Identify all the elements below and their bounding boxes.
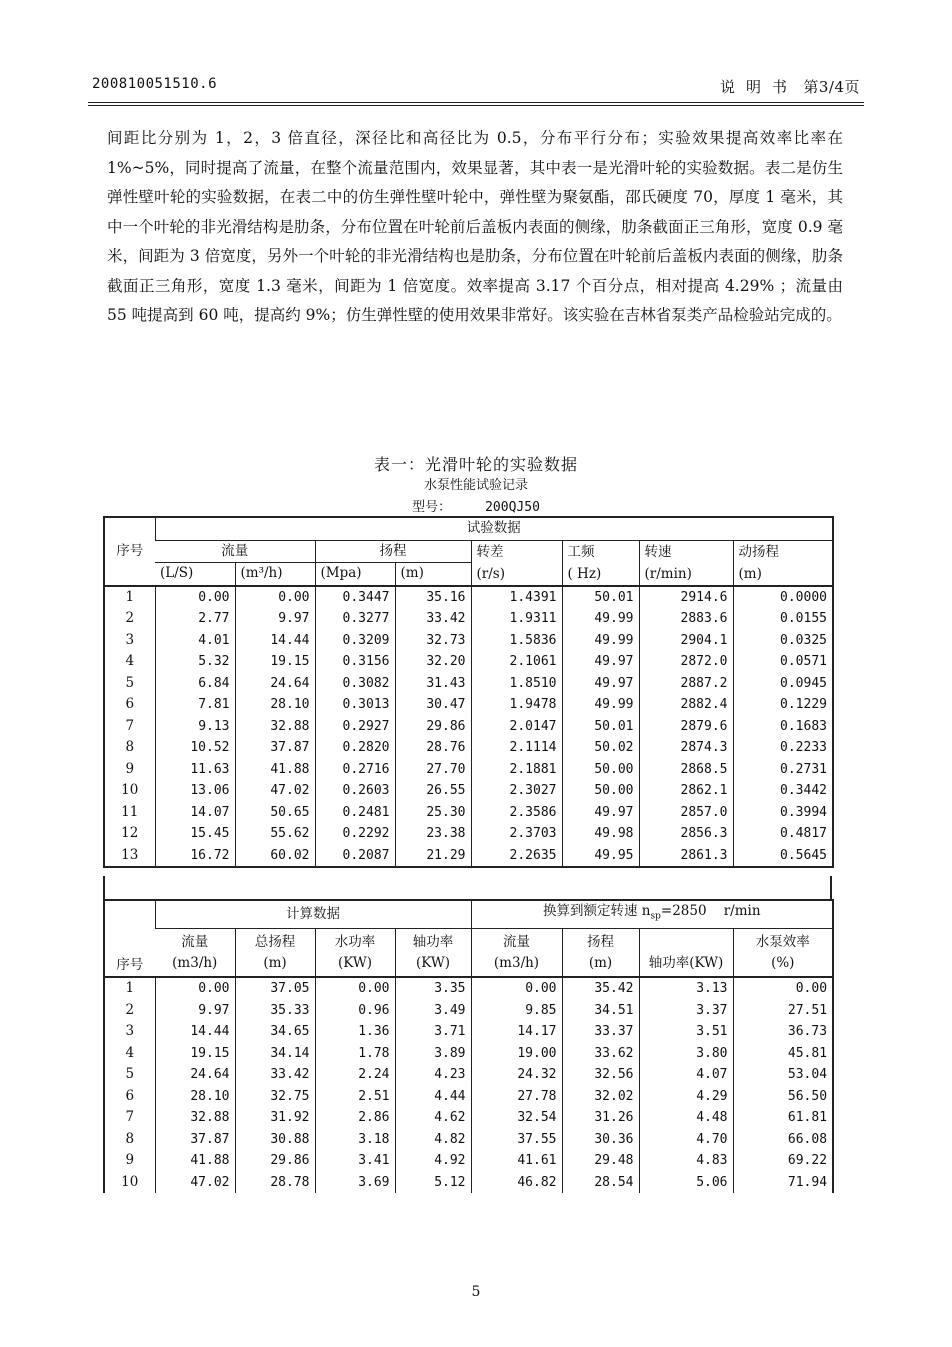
data-cell: 2.2635 (471, 845, 562, 868)
col-header-index-2: 序号 (104, 900, 155, 977)
data-cell: 3.69 (315, 1172, 395, 1194)
data-cell: 41.88 (155, 1150, 235, 1172)
table-row (104, 1043, 833, 1065)
col-header-slip (471, 540, 562, 586)
model-value: 200QJ50 (485, 500, 540, 515)
data-cell: 34.65 (235, 1021, 315, 1043)
data-cell: 0.96 (315, 1000, 395, 1022)
converted-label: 换算到额定转速 n (543, 903, 651, 919)
data-cell: 71.94 (733, 1172, 833, 1194)
data-cell: 2.86 (315, 1107, 395, 1129)
freq-unit: ( Hz) (567, 565, 602, 582)
data-cell: 3.71 (395, 1021, 471, 1043)
data-cell: 2862.1 (639, 780, 733, 802)
data-cell: 0.00 (235, 586, 315, 609)
data-cell: 55.62 (235, 823, 315, 845)
model-label: 型号： (412, 500, 452, 515)
table-row (104, 977, 833, 1000)
data-cell: 49.99 (562, 630, 639, 652)
row-index-cell: 6 (125, 1087, 135, 1104)
col-header-flow-2 (155, 929, 235, 978)
row-index-cell: 2 (125, 1001, 135, 1018)
data-cell: 47.02 (235, 780, 315, 802)
row-index-cell: 5 (125, 1066, 135, 1083)
data-cell: 0.2233 (733, 737, 833, 759)
data-cell: 37.87 (155, 1129, 235, 1151)
row-index-cell: 4 (125, 653, 135, 669)
data-cell: 0.5645 (733, 845, 833, 868)
data-cell: 1.9311 (471, 608, 562, 630)
data-cell: 37.05 (235, 977, 315, 1000)
table-row (104, 1021, 833, 1043)
table-row (104, 1000, 833, 1022)
data-cell: 49.99 (562, 694, 639, 716)
data-cell: 2874.3 (639, 737, 733, 759)
data-cell: 32.56 (562, 1064, 639, 1086)
data-cell: 4.44 (395, 1086, 471, 1108)
data-cell: 0.2731 (733, 759, 833, 781)
data-cell: 46.82 (471, 1172, 562, 1194)
data-cell: 41.88 (235, 759, 315, 781)
data-cell: 10.52 (155, 737, 235, 759)
table-row (104, 845, 833, 868)
row-index-cell: 12 (121, 825, 139, 841)
data-cell: 0.2716 (315, 759, 395, 781)
data-cell: 35.16 (395, 586, 471, 609)
data-cell: 2856.3 (639, 823, 733, 845)
data-cell: 31.26 (562, 1107, 639, 1129)
row-index-cell: 3 (125, 1023, 135, 1040)
row-index-cell: 2 (125, 610, 135, 626)
data-cell: 0.0945 (733, 673, 833, 695)
shaft-power-unit: (KW) (415, 955, 450, 972)
freq-label: 工频 (567, 543, 595, 560)
data-cell: 32.54 (471, 1107, 562, 1129)
data-cell: 28.54 (562, 1172, 639, 1194)
data-cell: 0.3447 (315, 586, 395, 609)
table-row (104, 673, 833, 695)
col-header-shaft-power (395, 929, 471, 978)
row-index-cell: 3 (125, 631, 135, 648)
row-index-cell: 13 (121, 846, 139, 863)
converted-sub: sp (650, 911, 661, 922)
shaft-power-2-label: 轴功率(KW) (648, 955, 724, 972)
table-row (104, 1107, 833, 1129)
data-cell: 27.78 (471, 1086, 562, 1108)
flow-3-label: 流量 (503, 934, 530, 951)
data-cell: 32.73 (395, 630, 471, 652)
data-cell: 24.64 (235, 673, 315, 695)
water-power-label: 水功率 (334, 934, 376, 951)
data-cell: 33.37 (562, 1021, 639, 1043)
table-row (104, 1064, 833, 1086)
data-cell: 29.48 (562, 1150, 639, 1172)
data-cell: 41.61 (471, 1150, 562, 1172)
data-cell: 29.86 (395, 716, 471, 738)
data-cell: 0.3209 (315, 630, 395, 652)
data-cell: 2.0147 (471, 716, 562, 738)
row-index-cell: 9 (125, 760, 135, 777)
data-cell: 27.70 (395, 759, 471, 781)
data-cell: 2.3586 (471, 802, 562, 824)
data-cell: 3.41 (315, 1150, 395, 1172)
col-header-efficiency (733, 929, 833, 978)
table-row (104, 630, 833, 652)
flow-2-unit: (m3/h) (172, 955, 218, 972)
row-index-cell: 7 (125, 1109, 135, 1126)
data-cell: 3.49 (395, 1000, 471, 1022)
data-cell: 50.00 (562, 780, 639, 802)
data-cell: 9.85 (471, 1000, 562, 1022)
data-cell: 4.70 (639, 1129, 733, 1151)
row-index-cell: 6 (125, 696, 135, 712)
data-cell: 29.86 (235, 1150, 315, 1172)
data-cell: 1.36 (315, 1021, 395, 1043)
data-cell: 31.43 (395, 673, 471, 695)
body-paragraph: 间距比分别为 1，2，3 倍直径，深径比和高径比为 0.5，分布平行分布；实验效果提高效率比率在 1%~5%，同时提高了流量，在整个流量范围内，效果显著，其中表一是光滑叶轮的实验数据。表二是仿生弹性壁叶轮的实验数据，在表二中的仿生弹性壁叶轮中，弹性壁为聚氨酯，邵氏硬度 70，厚度 1 毫米，其中一个叶轮的非光滑结构是肋条，分布位置在叶轮前后盖板内表面的侧缘，肋条截面正三角形，宽度 0.9 毫米，间距为 3 倍宽度，另外一个叶轮的非光滑结构也是肋条，分布位置在叶轮前后盖板内表面的侧缘，肋条截面正三角形，宽度 1.3 毫米，间距为 1 倍宽度。效率提高 3.17 个百分点，相对提高 4.29% ；流量由 55 吨提高到 60 吨，提高约 9%；仿生弹性壁的使用效果非常好。该实验在吉林省泵类产品检验站完成的。 (107, 129, 843, 324)
data-cell: 2.3703 (471, 823, 562, 845)
data-cell: 0.4817 (733, 823, 833, 845)
data-cell: 19.00 (471, 1043, 562, 1065)
data-cell: 0.3013 (315, 694, 395, 716)
data-cell: 32.88 (155, 1107, 235, 1129)
data-cell: 50.01 (562, 586, 639, 609)
data-cell: 61.81 (733, 1107, 833, 1129)
table-row (104, 802, 833, 824)
row-index-cell: 8 (125, 739, 135, 755)
head-2-unit: (m) (588, 955, 613, 972)
table-calculated-data-body (104, 977, 833, 1193)
data-cell: 6.84 (155, 673, 235, 695)
group-header-test-data: 试验数据 (155, 517, 833, 540)
page-header-right (720, 76, 860, 97)
data-cell: 66.08 (733, 1129, 833, 1151)
table-row (104, 716, 833, 738)
speed-unit: (r/min) (644, 565, 692, 582)
flow-3-unit: (m3/h) (493, 955, 540, 972)
data-cell: 0.2292 (315, 823, 395, 845)
table-row (104, 1129, 833, 1151)
table-caption: 表一：光滑叶轮的实验数据 (373, 455, 578, 474)
data-cell: 33.42 (395, 608, 471, 630)
data-cell: 28.78 (235, 1172, 315, 1194)
data-cell: 1.5836 (471, 630, 562, 652)
data-cell: 0.00 (155, 586, 235, 609)
table-row (104, 586, 833, 609)
data-cell: 13.06 (155, 780, 235, 802)
data-cell: 2883.6 (639, 608, 733, 630)
data-cell: 0.3994 (733, 802, 833, 824)
data-cell: 24.32 (471, 1064, 562, 1086)
row-index-cell: 8 (125, 1130, 135, 1147)
data-cell: 28.76 (395, 737, 471, 759)
table-test-data-body (104, 586, 833, 868)
data-cell: 9.97 (235, 608, 315, 630)
data-cell: 28.10 (155, 1086, 235, 1108)
table-row (104, 1086, 833, 1108)
data-cell: 2887.2 (639, 673, 733, 695)
data-cell: 45.81 (733, 1043, 833, 1065)
data-cell: 0.0571 (733, 651, 833, 673)
table-row (104, 608, 833, 630)
col-header-shaft-power-2 (639, 929, 733, 978)
data-cell: 1.4391 (471, 586, 562, 609)
row-index-cell: 10 (121, 1173, 139, 1190)
efficiency-unit: (%) (771, 955, 795, 972)
data-cell: 16.72 (155, 845, 235, 868)
data-cell: 36.73 (733, 1021, 833, 1043)
header-rule (88, 102, 864, 103)
data-cell: 3.80 (639, 1043, 733, 1065)
data-cell: 30.88 (235, 1129, 315, 1151)
col-header-speed (639, 540, 733, 586)
data-cell: 4.23 (395, 1064, 471, 1086)
col-header-water-power (315, 929, 395, 978)
data-cell: 3.37 (639, 1000, 733, 1022)
col-header-head: 扬程 (315, 540, 471, 563)
col-header-freq (562, 540, 639, 586)
data-cell: 49.98 (562, 823, 639, 845)
data-cell: 49.97 (562, 673, 639, 695)
data-cell: 0.1229 (733, 694, 833, 716)
data-cell: 7.81 (155, 694, 235, 716)
efficiency-label: 水泵效率 (755, 934, 810, 951)
data-cell: 50.01 (562, 716, 639, 738)
data-cell: 31.92 (235, 1107, 315, 1129)
unit-m3h: (m³/h) (235, 563, 315, 586)
data-cell: 0.2603 (315, 780, 395, 802)
data-cell: 2872.0 (639, 651, 733, 673)
data-cell: 2914.6 (639, 586, 733, 609)
row-index-cell: 11 (121, 803, 139, 820)
row-index-cell: 10 (121, 782, 139, 798)
data-cell: 4.62 (395, 1107, 471, 1129)
data-cell: 0.3156 (315, 651, 395, 673)
dyn-head-label: 动扬程 (738, 543, 779, 560)
data-cell: 0.00 (471, 977, 562, 1000)
data-cell: 2857.0 (639, 802, 733, 824)
data-cell: 50.02 (562, 737, 639, 759)
table-row (104, 737, 833, 759)
data-cell: 2.77 (155, 608, 235, 630)
head-2-label: 扬程 (587, 934, 614, 951)
data-cell: 0.0155 (733, 608, 833, 630)
row-index-cell: 1 (125, 588, 135, 605)
col-header-index: 序号 (104, 517, 155, 586)
row-index-cell: 7 (125, 717, 135, 734)
table-row (104, 651, 833, 673)
dyn-head-unit: (m) (738, 565, 762, 582)
data-cell: 0.1683 (733, 716, 833, 738)
data-cell: 4.29 (639, 1086, 733, 1108)
water-power-unit: (KW) (337, 955, 372, 972)
slip-label: 转差 (476, 543, 504, 560)
data-cell: 37.55 (471, 1129, 562, 1151)
header-page: 第3/4页 (803, 78, 860, 96)
data-cell: 9.97 (155, 1000, 235, 1022)
table-row (104, 759, 833, 781)
col-header-flow: 流量 (155, 540, 315, 563)
total-head-label: 总扬程 (254, 934, 296, 951)
data-cell: 37.87 (235, 737, 315, 759)
table-separator (103, 876, 832, 899)
data-cell: 30.47 (395, 694, 471, 716)
data-cell: 2868.5 (639, 759, 733, 781)
data-cell: 50.65 (235, 802, 315, 824)
data-cell: 4.07 (639, 1064, 733, 1086)
data-cell: 0.3442 (733, 780, 833, 802)
data-cell: 32.02 (562, 1086, 639, 1108)
data-cell: 25.30 (395, 802, 471, 824)
data-cell: 33.62 (562, 1043, 639, 1065)
data-cell: 14.07 (155, 802, 235, 824)
speed-label: 转速 (644, 543, 672, 560)
data-cell: 50.00 (562, 759, 639, 781)
document-number: 200810051510.6 (92, 76, 218, 92)
header-rule-second (88, 105, 864, 106)
data-cell: 11.63 (155, 759, 235, 781)
data-cell: 0.2481 (315, 802, 395, 824)
data-cell: 0.00 (155, 977, 235, 1000)
data-cell: 33.42 (235, 1064, 315, 1086)
data-cell: 2882.4 (639, 694, 733, 716)
row-index-cell: 9 (125, 1152, 135, 1169)
data-cell: 56.50 (733, 1086, 833, 1108)
data-cell: 0.0325 (733, 630, 833, 652)
model-line (0, 496, 952, 515)
data-cell: 2.51 (315, 1086, 395, 1108)
data-cell: 0.2927 (315, 716, 395, 738)
data-cell: 2.3027 (471, 780, 562, 802)
unit-m: (m) (395, 563, 471, 586)
col-header-dyn-head (733, 540, 833, 586)
data-cell: 2.1114 (471, 737, 562, 759)
table-row (104, 823, 833, 845)
data-cell: 2879.6 (639, 716, 733, 738)
row-index-cell: 4 (125, 1044, 135, 1061)
data-cell: 49.95 (562, 845, 639, 868)
data-cell: 2904.1 (639, 630, 733, 652)
data-cell: 3.35 (395, 977, 471, 1000)
data-cell: 32.20 (395, 651, 471, 673)
data-cell: 53.04 (733, 1064, 833, 1086)
table-row (104, 694, 833, 716)
slip-unit: (r/s) (476, 565, 505, 582)
data-cell: 49.99 (562, 608, 639, 630)
data-cell: 15.45 (155, 823, 235, 845)
table-calculated-data (103, 899, 834, 1193)
header-title: 说 明 书 (719, 78, 788, 96)
data-cell: 28.10 (235, 694, 315, 716)
data-cell: 0.00 (733, 977, 833, 1000)
data-cell: 2.1881 (471, 759, 562, 781)
data-cell: 30.36 (562, 1129, 639, 1151)
data-cell: 3.18 (315, 1129, 395, 1151)
unit-ls: (L/S) (155, 563, 235, 586)
data-cell: 35.33 (235, 1000, 315, 1022)
data-cell: 4.01 (155, 630, 235, 652)
table-row (104, 1172, 833, 1194)
col-header-flow-3 (471, 929, 562, 978)
data-cell: 19.15 (155, 1043, 235, 1065)
table-row (104, 780, 833, 802)
data-cell: 34.51 (562, 1000, 639, 1022)
data-cell: 5.32 (155, 651, 235, 673)
group-header-calculated: 计算数据 (155, 900, 471, 929)
data-cell: 26.55 (395, 780, 471, 802)
data-cell: 49.97 (562, 651, 639, 673)
data-cell: 35.42 (562, 977, 639, 1000)
data-cell: 49.97 (562, 802, 639, 824)
data-cell: 2.24 (315, 1064, 395, 1086)
flow-2-label: 流量 (181, 934, 209, 951)
data-cell: 1.8510 (471, 673, 562, 695)
data-cell: 32.75 (235, 1086, 315, 1108)
data-cell: 4.92 (395, 1150, 471, 1172)
data-cell: 32.88 (235, 716, 315, 738)
row-index-cell: 1 (125, 980, 135, 997)
data-cell: 60.02 (235, 845, 315, 868)
data-cell: 21.29 (395, 845, 471, 868)
table-subcaption: 水泵性能试验记录 (423, 478, 528, 493)
data-cell: 0.3082 (315, 673, 395, 695)
col-header-head-2 (562, 929, 639, 978)
data-cell: 0.0000 (733, 586, 833, 609)
row-index-cell: 5 (125, 674, 135, 691)
data-cell: 14.17 (471, 1021, 562, 1043)
data-cell: 24.64 (155, 1064, 235, 1086)
data-cell: 9.13 (155, 716, 235, 738)
data-cell: 2.1061 (471, 651, 562, 673)
data-cell: 1.78 (315, 1043, 395, 1065)
data-cell: 34.14 (235, 1043, 315, 1065)
total-head-unit: (m) (263, 955, 287, 972)
data-cell: 19.15 (235, 651, 315, 673)
data-cell: 5.06 (639, 1172, 733, 1194)
data-cell: 0.00 (315, 977, 395, 1000)
data-cell: 4.48 (639, 1107, 733, 1129)
page-number: 5 (471, 1284, 481, 1300)
col-header-total-head (235, 929, 315, 978)
shaft-power-label: 轴功率 (412, 934, 454, 951)
data-cell: 4.83 (639, 1150, 733, 1172)
group-header-converted (471, 900, 833, 929)
data-cell: 0.2820 (315, 737, 395, 759)
data-cell: 14.44 (155, 1021, 235, 1043)
data-cell: 0.3277 (315, 608, 395, 630)
converted-tail: =2850 r/min (660, 903, 761, 919)
data-cell: 0.2087 (315, 845, 395, 868)
data-cell: 69.22 (733, 1150, 833, 1172)
unit-mpa: (Mpa) (315, 563, 395, 586)
data-cell: 3.89 (395, 1043, 471, 1065)
data-cell: 14.44 (235, 630, 315, 652)
data-cell: 1.9478 (471, 694, 562, 716)
data-cell: 4.82 (395, 1129, 471, 1151)
table-row (104, 1150, 833, 1172)
data-cell: 3.51 (639, 1021, 733, 1043)
data-cell: 3.13 (639, 977, 733, 1000)
data-cell: 27.51 (733, 1000, 833, 1022)
table-test-data (103, 516, 834, 868)
data-cell: 5.12 (395, 1172, 471, 1194)
data-cell: 2861.3 (639, 845, 733, 868)
data-cell: 23.38 (395, 823, 471, 845)
data-cell: 47.02 (155, 1172, 235, 1194)
